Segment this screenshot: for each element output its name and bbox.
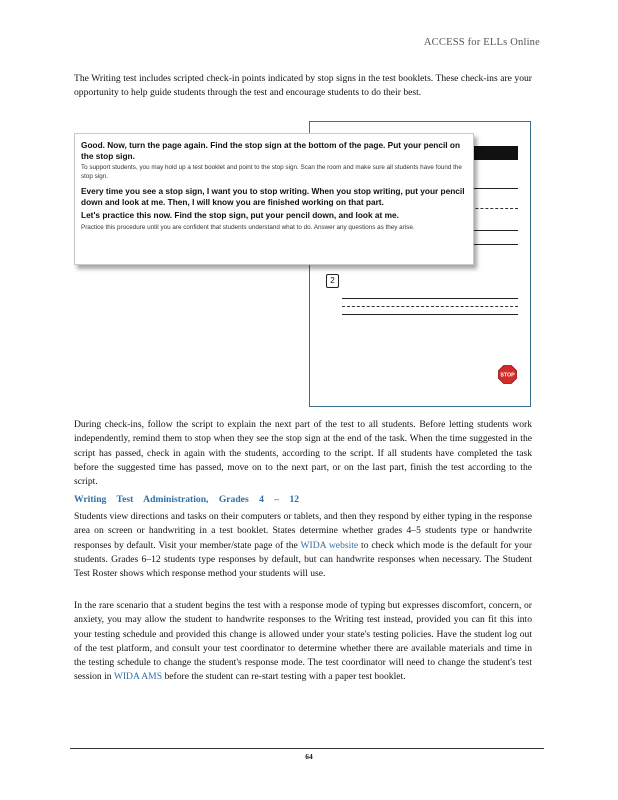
intro-paragraph: The Writing test includes scripted check-in points indicated by stop signs in the test booklets. These check-ins are your opportunity to help guide students through the test and encourage students to do their best. bbox=[74, 73, 532, 99]
text-run: before the student can re-start testing with a paper test booklet. bbox=[162, 671, 406, 683]
booklet-answer-line bbox=[342, 298, 518, 299]
script-line: Let's practice this now. Find the stop sign, put your pencil down, and look at me. bbox=[81, 210, 399, 221]
section-heading: Writing Test Administration, Grades 4 – 12 bbox=[74, 494, 300, 505]
script-line: Good. Now, turn the page again. Find the stop sign at the bottom of the page. Put your pencil on the stop sign. bbox=[81, 140, 461, 161]
text-run: to check which mode is the default for your students. Grades 6–12 students type responses by default, but can handwrite responses when necessary. The Student Test Roster shows which response method your students will use. bbox=[74, 539, 533, 580]
booklet-dashed-line bbox=[342, 306, 518, 307]
page-number: 64 bbox=[305, 752, 313, 761]
checkins-paragraph: During check-ins, follow the script to explain the next part of the test to all students. Before letting students work independently, remind them to stop when they see the stop sign at the end of the task. When the time suggested in the script has passed, check in again with the students, according to the script. If all students have completed the task before the suggested time has passed, move on to the next part, or on the last part, finish the test according to the script. bbox=[74, 419, 532, 488]
wida-website-link[interactable]: WIDA website bbox=[300, 539, 359, 551]
running-header: ACCESS for ELLs Online bbox=[423, 37, 540, 48]
text-run: Students view directions and tasks on their computers or tablets, and then they respond by either typing in the response area on screen or handwriting in a test booklet. States determine whether grades 4–5 students type or handwrite responses by default. Visit your member/state page of the bbox=[74, 511, 532, 551]
footer-divider bbox=[70, 748, 544, 749]
wida-ams-link[interactable]: WIDA AMS bbox=[113, 671, 163, 683]
script-note: To support students, you may hold up a test booklet and point to the stop sign. Scan the room and make sure all students have found the stop sign. bbox=[81, 164, 462, 180]
script-line: Every time you see a stop sign, I want you to stop writing. When you stop writing, put your pencil down and look at me. Then, I will know you are finished working on that part. bbox=[81, 186, 465, 207]
stop-sign-label: STOP bbox=[500, 372, 515, 379]
administration-script-box bbox=[74, 133, 474, 265]
booklet-answer-line bbox=[342, 314, 518, 315]
script-note: Practice this procedure until you are confident that students understand what to do. Answer any questions as they arise. bbox=[81, 223, 415, 231]
question-number-box: 2 bbox=[326, 274, 339, 288]
text-run: In the rare scenario that a student begins the test with a response mode of typing but expresses discomfort, concern, or anxiety, you may allow the student to handwrite responses to the Writing test instead, provided you can fit this into your testing schedule and provided this change is allowed under your state's testing policies. Have the student log out of the test platform, and consult your test coordinator to determine whether there are available materials and time in the testing schedule to change the student's response mode. The test coordinator will need to change the student's test session in bbox=[74, 600, 532, 683]
switch-mode-paragraph bbox=[74, 599, 532, 685]
response-mode-paragraph bbox=[74, 510, 532, 581]
stop-sign-icon bbox=[498, 365, 517, 384]
